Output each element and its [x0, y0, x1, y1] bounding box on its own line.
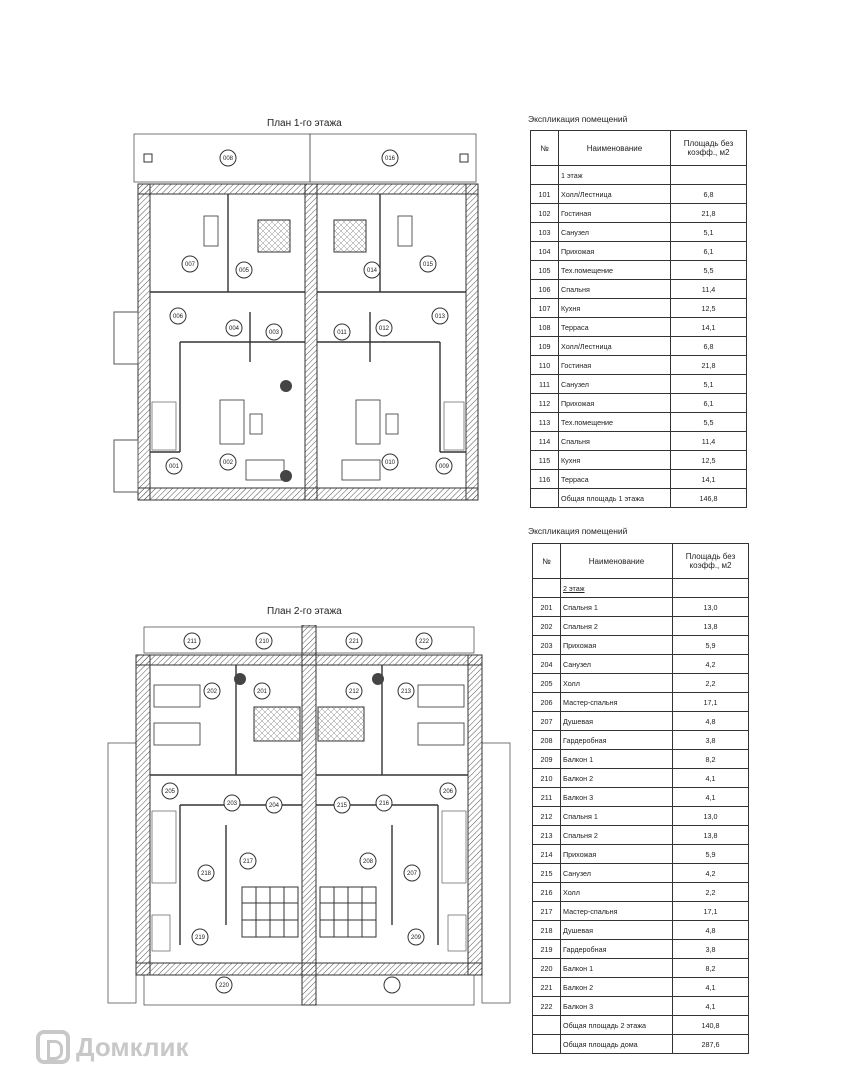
table1-floor-label: 1 этаж — [559, 166, 671, 185]
cell-num: 107 — [531, 299, 559, 318]
cell-num: 112 — [531, 394, 559, 413]
cell-num: 113 — [531, 413, 559, 432]
table-row — [531, 375, 747, 394]
cell-name: Тех.помещение — [559, 413, 671, 432]
cell-name: Холл/Лестница — [559, 185, 671, 204]
cell-name: Спальня 2 — [561, 617, 673, 636]
room-label: 003 — [268, 330, 280, 336]
table-row — [533, 731, 749, 750]
cell-num: 105 — [531, 261, 559, 280]
table-row — [533, 750, 749, 769]
table-row — [533, 693, 749, 712]
cell-name: Душевая — [561, 921, 673, 940]
cell-name: Спальня — [559, 432, 671, 451]
cell-num: 220 — [533, 959, 561, 978]
cell-num: 208 — [533, 731, 561, 750]
total-value: 146,8 — [671, 489, 747, 508]
room-label: 219 — [194, 935, 206, 941]
table-row — [531, 185, 747, 204]
cell-name: Прихожая — [559, 394, 671, 413]
cell-area: 13,0 — [673, 598, 749, 617]
cell-num: 104 — [531, 242, 559, 261]
table-row — [531, 337, 747, 356]
room-label: 006 — [172, 314, 184, 320]
room-label: 008 — [222, 156, 234, 162]
table1-header-name: Наименование — [559, 131, 671, 166]
cell-area: 17,1 — [673, 902, 749, 921]
cell-num: 106 — [531, 280, 559, 299]
table1 — [530, 130, 747, 508]
table-row — [531, 394, 747, 413]
room-label: 012 — [378, 326, 390, 332]
table2-header-num: № — [533, 544, 561, 579]
domclick-watermark — [36, 1030, 188, 1064]
cell-area: 5,5 — [671, 261, 747, 280]
total-row — [531, 489, 747, 508]
cell-area: 4,1 — [673, 788, 749, 807]
room-label: 001 — [168, 464, 180, 470]
room-label: 203 — [226, 801, 238, 807]
cell-area: 5,9 — [673, 636, 749, 655]
table-row — [533, 807, 749, 826]
cell-area: 2,2 — [673, 883, 749, 902]
cell-name: Мастер-спальня — [561, 693, 673, 712]
room-label: 206 — [442, 789, 454, 795]
table-row — [531, 470, 747, 489]
room-label: 209 — [410, 935, 422, 941]
cell-name: Балкон 3 — [561, 788, 673, 807]
table-row — [531, 223, 747, 242]
cell-name: Тех.помещение — [559, 261, 671, 280]
cell-area: 21,8 — [671, 204, 747, 223]
watermark-text: Домклик — [76, 1031, 189, 1062]
cell-num: 108 — [531, 318, 559, 337]
cell-area: 4,8 — [673, 921, 749, 940]
room-label: 005 — [238, 268, 250, 274]
cell-num: 222 — [533, 997, 561, 1016]
cell-area: 13,8 — [673, 826, 749, 845]
cell-name: Санузел — [561, 864, 673, 883]
table-row — [533, 712, 749, 731]
table-row — [533, 617, 749, 636]
cell-num: 206 — [533, 693, 561, 712]
room-label: 208 — [362, 859, 374, 865]
table2 — [532, 543, 749, 1054]
room-label: 210 — [258, 639, 270, 645]
room-label: 002 — [222, 460, 234, 466]
domclick-logo-icon — [36, 1030, 70, 1064]
table-row — [531, 261, 747, 280]
cell-area: 5,9 — [673, 845, 749, 864]
cell-name: Балкон 3 — [561, 997, 673, 1016]
cell-name: Кухня — [559, 299, 671, 318]
room-label: 222 — [418, 639, 430, 645]
cell-name: Терраса — [559, 318, 671, 337]
room-label: 211 — [187, 639, 197, 645]
cell-area: 8,2 — [673, 959, 749, 978]
table-row — [533, 674, 749, 693]
table-row — [531, 318, 747, 337]
cell-area: 6,8 — [671, 185, 747, 204]
cell-name: Балкон 2 — [561, 769, 673, 788]
cell-area: 5,1 — [671, 375, 747, 394]
cell-num: 213 — [533, 826, 561, 845]
cell-name: Мастер-спальня — [561, 902, 673, 921]
table2-floor-label: 2 этаж — [561, 579, 673, 598]
table-row — [531, 413, 747, 432]
room-label: 201 — [256, 689, 268, 695]
table1-header-area: Площадь без коэфф., м2 — [671, 131, 747, 166]
room-label: 009 — [438, 464, 450, 470]
table-row — [533, 826, 749, 845]
table-row — [531, 451, 747, 470]
cell-name: Кухня — [559, 451, 671, 470]
cell-area: 13,8 — [673, 617, 749, 636]
plan1-title: План 1-го этажа — [267, 118, 342, 129]
cell-num: 205 — [533, 674, 561, 693]
room-label: 016 — [384, 156, 396, 162]
cell-name: Прихожая — [561, 845, 673, 864]
cell-name: Гардеробная — [561, 940, 673, 959]
room-label: 010 — [384, 460, 396, 466]
table2-header-name: Наименование — [561, 544, 673, 579]
room-label: 220 — [218, 983, 230, 989]
table-row — [533, 636, 749, 655]
cell-num: 116 — [531, 470, 559, 489]
cell-name: Гостиная — [559, 356, 671, 375]
cell-area: 12,5 — [671, 299, 747, 318]
cell-num: 207 — [533, 712, 561, 731]
cell-num: 114 — [531, 432, 559, 451]
cell-area: 4,8 — [673, 712, 749, 731]
table-row — [531, 242, 747, 261]
cell-num: 202 — [533, 617, 561, 636]
cell-name: Гостиная — [559, 204, 671, 223]
table2-header-area: Площадь без коэфф., м2 — [673, 544, 749, 579]
cell-area: 3,8 — [673, 940, 749, 959]
cell-area: 5,5 — [671, 413, 747, 432]
cell-num: 218 — [533, 921, 561, 940]
room-label: 205 — [164, 789, 176, 795]
cell-num: 216 — [533, 883, 561, 902]
cell-area: 6,1 — [671, 242, 747, 261]
cell-area: 17,1 — [673, 693, 749, 712]
cell-num: 201 — [533, 598, 561, 617]
cell-name: Терраса — [559, 470, 671, 489]
table-row — [531, 432, 747, 451]
cell-name: Прихожая — [561, 636, 673, 655]
cell-area: 6,8 — [671, 337, 747, 356]
table-row — [533, 769, 749, 788]
cell-name: Холл/Лестница — [559, 337, 671, 356]
cell-name: Гардеробная — [561, 731, 673, 750]
table-row — [533, 655, 749, 674]
room-label: 007 — [184, 262, 196, 268]
total-row — [533, 1035, 749, 1054]
cell-area: 13,0 — [673, 807, 749, 826]
cell-name: Санузел — [561, 655, 673, 674]
cell-num: 102 — [531, 204, 559, 223]
room-label: 215 — [336, 803, 348, 809]
cell-num: 101 — [531, 185, 559, 204]
cell-num: 211 — [533, 788, 561, 807]
cell-area: 14,1 — [671, 470, 747, 489]
room-label: 207 — [406, 871, 418, 877]
cell-area: 4,2 — [673, 655, 749, 674]
cell-num: 110 — [531, 356, 559, 375]
plan1-drawing — [110, 132, 500, 504]
table2-title: Экспликация помещений — [528, 526, 628, 536]
table-row — [533, 845, 749, 864]
table-row — [533, 997, 749, 1016]
table-row — [531, 299, 747, 318]
cell-area: 4,1 — [673, 769, 749, 788]
table-row — [531, 204, 747, 223]
cell-num: 103 — [531, 223, 559, 242]
cell-name: Холл — [561, 883, 673, 902]
cell-area: 8,2 — [673, 750, 749, 769]
cell-num: 217 — [533, 902, 561, 921]
room-label: 015 — [422, 262, 434, 268]
cell-num: 115 — [531, 451, 559, 470]
cell-area: 12,5 — [671, 451, 747, 470]
cell-area: 11,4 — [671, 280, 747, 299]
room-label: 213 — [400, 689, 412, 695]
table-row — [533, 978, 749, 997]
cell-area: 4,2 — [673, 864, 749, 883]
room-label: 202 — [206, 689, 218, 695]
cell-area: 4,1 — [673, 997, 749, 1016]
table-row — [533, 959, 749, 978]
table-row — [533, 788, 749, 807]
cell-num: 214 — [533, 845, 561, 864]
cell-name: Спальня 1 — [561, 807, 673, 826]
cell-name: Прихожая — [559, 242, 671, 261]
total-label: Общая площадь дома — [561, 1035, 673, 1054]
room-label: 204 — [268, 803, 280, 809]
cell-num: 212 — [533, 807, 561, 826]
total-value: 287,6 — [673, 1035, 749, 1054]
cell-name: Спальня 2 — [561, 826, 673, 845]
cell-num: 111 — [531, 375, 559, 394]
cell-num: 204 — [533, 655, 561, 674]
table-row — [533, 598, 749, 617]
cell-area: 6,1 — [671, 394, 747, 413]
room-label: 014 — [366, 268, 378, 274]
cell-area: 2,2 — [673, 674, 749, 693]
cell-area: 11,4 — [671, 432, 747, 451]
total-row — [533, 1016, 749, 1035]
table1-header-num: № — [531, 131, 559, 166]
room-label: 221 — [348, 639, 360, 645]
plan2-drawing — [106, 625, 512, 1010]
cell-name: Балкон 1 — [561, 750, 673, 769]
cell-name: Санузел — [559, 223, 671, 242]
total-label: Общая площадь 2 этажа — [561, 1016, 673, 1035]
cell-area: 4,1 — [673, 978, 749, 997]
cell-num: 109 — [531, 337, 559, 356]
cell-num: 209 — [533, 750, 561, 769]
room-label: 013 — [434, 314, 446, 320]
room-label: 216 — [378, 801, 390, 807]
cell-name: Холл — [561, 674, 673, 693]
cell-name: Душевая — [561, 712, 673, 731]
cell-name: Спальня 1 — [561, 598, 673, 617]
table-row — [533, 921, 749, 940]
table-row — [533, 940, 749, 959]
table-row — [533, 902, 749, 921]
table1-title: Экспликация помещений — [528, 114, 628, 124]
room-label: 212 — [348, 689, 360, 695]
room-label: 004 — [228, 326, 240, 332]
cell-area: 14,1 — [671, 318, 747, 337]
cell-name: Санузел — [559, 375, 671, 394]
cell-name: Балкон 2 — [561, 978, 673, 997]
total-value: 140,8 — [673, 1016, 749, 1035]
cell-num: 221 — [533, 978, 561, 997]
cell-name: Балкон 1 — [561, 959, 673, 978]
room-label: 218 — [200, 871, 212, 877]
table-row — [531, 356, 747, 375]
room-label: 011 — [337, 330, 347, 336]
plan2-title: План 2-го этажа — [267, 606, 342, 617]
cell-num: 203 — [533, 636, 561, 655]
cell-area: 5,1 — [671, 223, 747, 242]
room-label: 217 — [242, 859, 254, 865]
table-row — [533, 864, 749, 883]
cell-num: 215 — [533, 864, 561, 883]
cell-area: 3,8 — [673, 731, 749, 750]
cell-area: 21,8 — [671, 356, 747, 375]
cell-num: 210 — [533, 769, 561, 788]
total-label: Общая площадь 1 этажа — [559, 489, 671, 508]
cell-num: 219 — [533, 940, 561, 959]
table-row — [531, 280, 747, 299]
cell-name: Спальня — [559, 280, 671, 299]
table-row — [533, 883, 749, 902]
